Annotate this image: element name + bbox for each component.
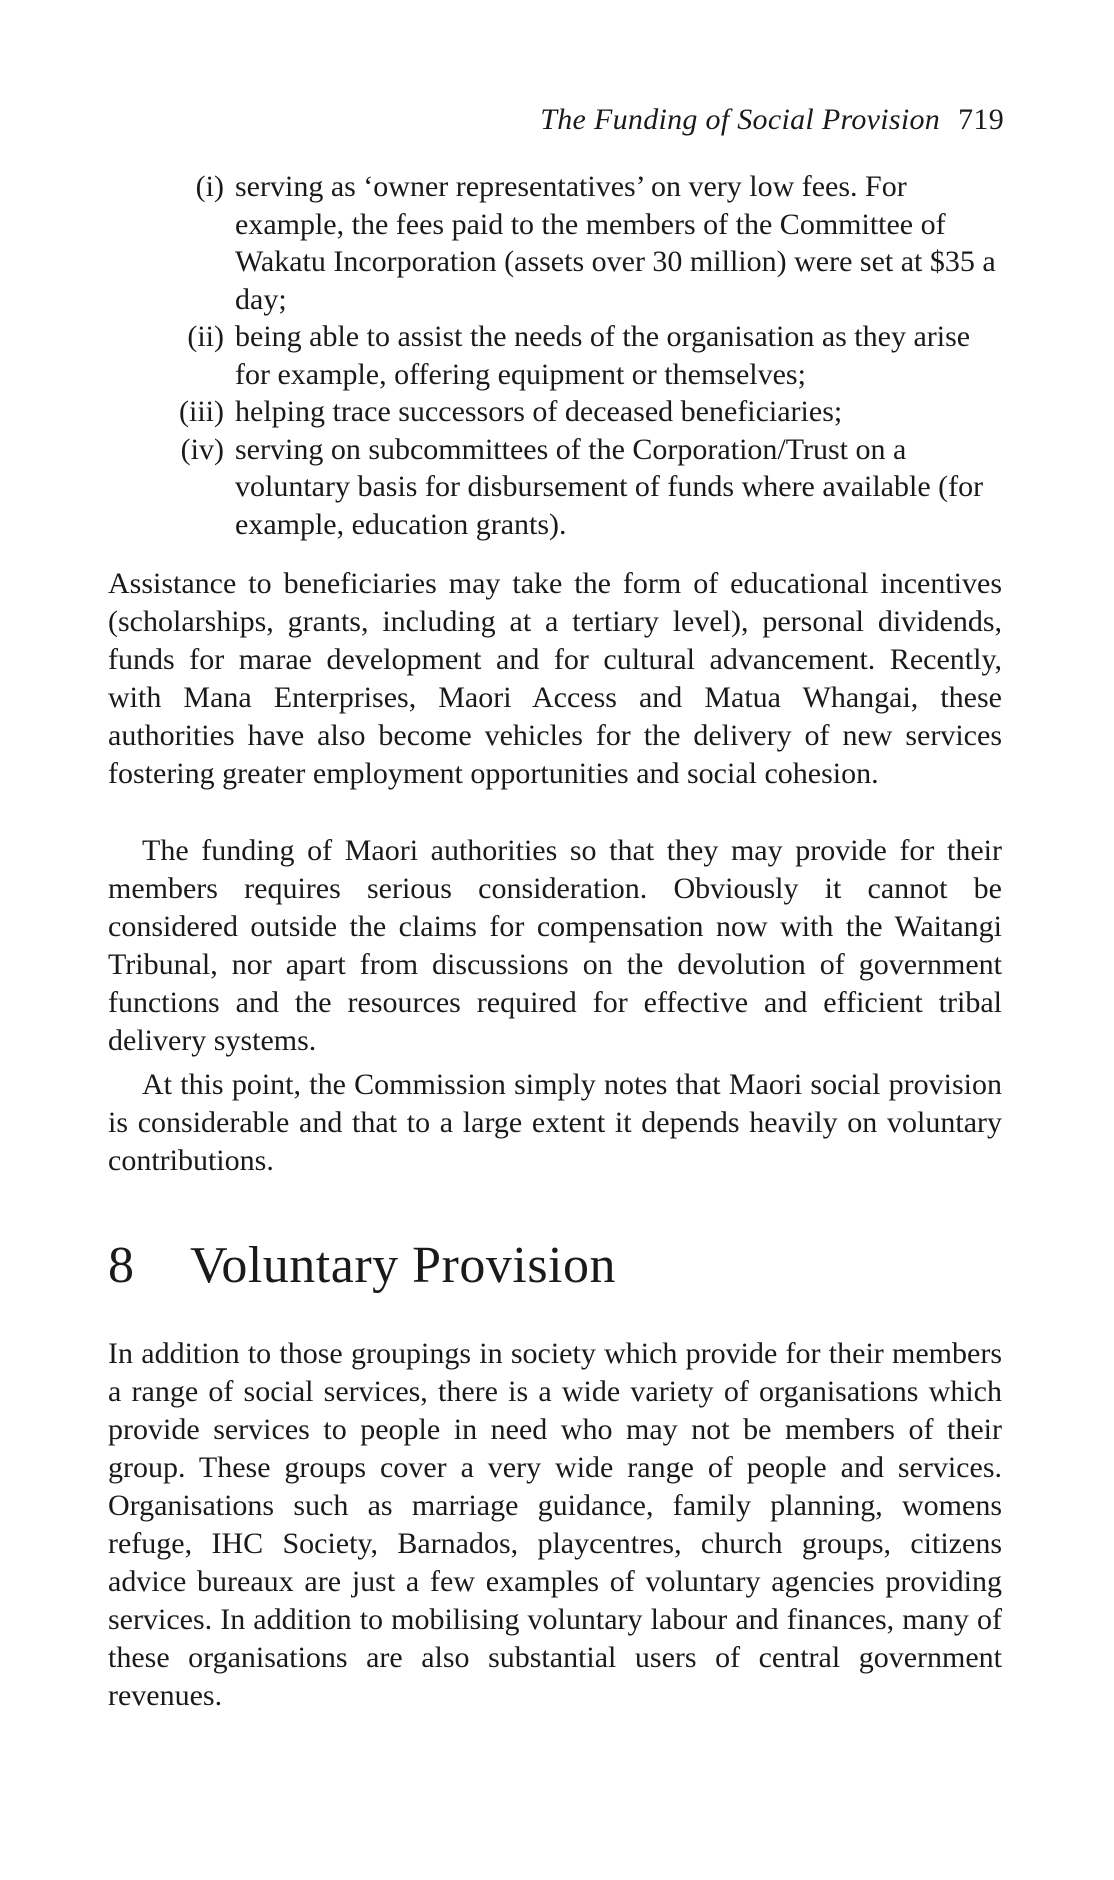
list-item-text: serving as ‘owner representatives’ on very low fees. For example, the fees paid to the members of the Committee of Wakatu Incorporation (assets over 30 million) were set at $35 a day; — [235, 170, 996, 316]
paragraph-funding: The funding of Maori authorities so that they may provide for their members requires serious consideration. Obviously it cannot be considered outside the claims for compensation now with the Waitangi Tribunal, nor apart from discussions on the devolution of government functions and the resources required for effective and efficient tribal delivery systems. — [108, 834, 1002, 1057]
list-item-number: (ii) — [187, 320, 224, 353]
numbered-list — [108, 168, 1002, 543]
paragraph-voluntary: In addition to those groupings in society which provide for their members a range of social services, there is a wide variety of organisations which provide services to people in need who may not be members of their group. These groups cover a very wide range of people and services. Organisations such as marriage guidance, family planning, womens refuge, IHC Society, Barnados, playcentres, church groups, citizens advice bureaux are just a few examples of voluntary agencies providing services. In addition to mobilising voluntary labour and finances, many of these organisations are also substantial users of central government revenues. — [108, 1337, 1002, 1712]
list-item-text: helping trace successors of deceased beneficiaries; — [235, 395, 843, 428]
list-item-number: (iii) — [179, 395, 224, 428]
list-item — [108, 393, 1002, 431]
section-title: Voluntary Provision — [190, 1237, 617, 1294]
list-item-number: (i) — [195, 170, 224, 203]
list-item — [108, 318, 1002, 393]
list-item — [108, 431, 1002, 544]
list-item — [108, 168, 1002, 318]
list-item-text: serving on subcommittees of the Corporation/Trust on a voluntary basis for disbursement of funds where available (for example, education grants). — [235, 432, 984, 541]
paragraph-commission: At this point, the Commission simply notes that Maori social provision is considerable and that to a large extent it depends heavily on voluntary contributions. — [108, 1068, 1002, 1177]
running-head-title: The Funding of Social Provision — [540, 103, 941, 136]
section-number: 8 — [108, 1237, 135, 1294]
list-item-number: (iv) — [180, 432, 224, 466]
page-number: 719 — [958, 103, 1004, 136]
paragraph-assistance: Assistance to beneficiaries may take the form of educational incentives (scholarships, grants, including at a tertiary level), personal dividends, funds for marae development and for cultural advancement. Recently, with Mana Enterprises, Maori Access and Matua Whangai, these authorities have also become vehicles for the delivery of new services fostering greater employment opportunities and social cohesion. — [108, 567, 1002, 790]
section-heading — [108, 1236, 616, 1295]
list-item-text: being able to assist the needs of the organisation as they arise for example, offering equipment or themselves; — [235, 320, 971, 391]
running-head — [540, 103, 1004, 137]
